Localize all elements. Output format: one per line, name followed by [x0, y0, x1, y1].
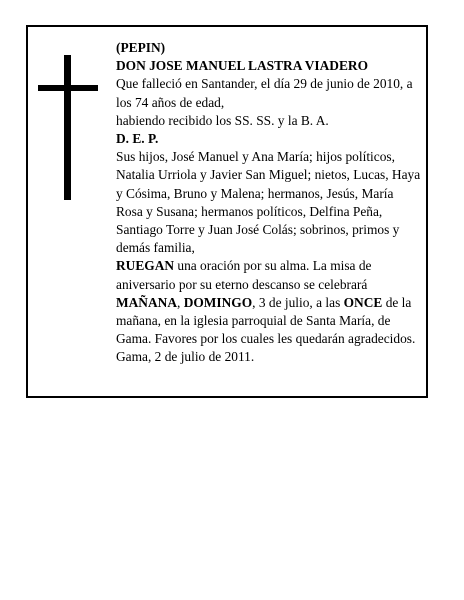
- deceased-nickname: (PEPIN): [116, 40, 166, 55]
- family-list: Sus hijos, José Manuel y Ana María; hijos políticos, Natalia Urriola y Javier San Miguel; nietos, Lucas, Haya y Cósima, Bruno y Malena; hermanos, Jesús, María Rosa y Susana; hermanos políticos, Delfina Peña, Santiago Torre y Juan José Colás; sobrinos, primos y demás familia,: [116, 149, 421, 256]
- request-text: una oración por su alma. La misa de aniversario por su eterno descanso se celebrará: [116, 258, 372, 292]
- weekday-word: DOMINGO: [183, 294, 253, 310]
- cross-horizontal-bar: [38, 85, 98, 91]
- deceased-name: DON JOSE MANUEL LASTRA VIADERO: [116, 58, 368, 74]
- day-word: MAÑANA: [116, 294, 177, 310]
- hour-word: ONCE: [343, 294, 383, 310]
- death-info: Que falleció en Santander, el día 29 de junio de 2010, a los 74 años de edad,: [116, 76, 413, 110]
- request-word: RUEGAN: [116, 258, 175, 274]
- mass-announcement: [116, 257, 422, 348]
- comma-separator: ,: [177, 294, 184, 310]
- rest-in-peace: D. E. P.: [116, 131, 159, 147]
- cross-icon: [38, 55, 98, 200]
- notice-text: [116, 39, 422, 367]
- date-text: , 3 de julio, a las: [252, 294, 344, 310]
- location-text: de la mañana, en la iglesia parroquial de Santa María, de Gama. Favores por los cuales les quedarán agradecidos.: [116, 294, 416, 347]
- place-date: Gama, 2 de julio de 2011.: [116, 349, 255, 365]
- cross-vertical-bar: [64, 55, 71, 200]
- sacraments-line: habiendo recibido los SS. SS. y la B. A.: [116, 112, 329, 128]
- obituary-notice: [26, 25, 428, 398]
